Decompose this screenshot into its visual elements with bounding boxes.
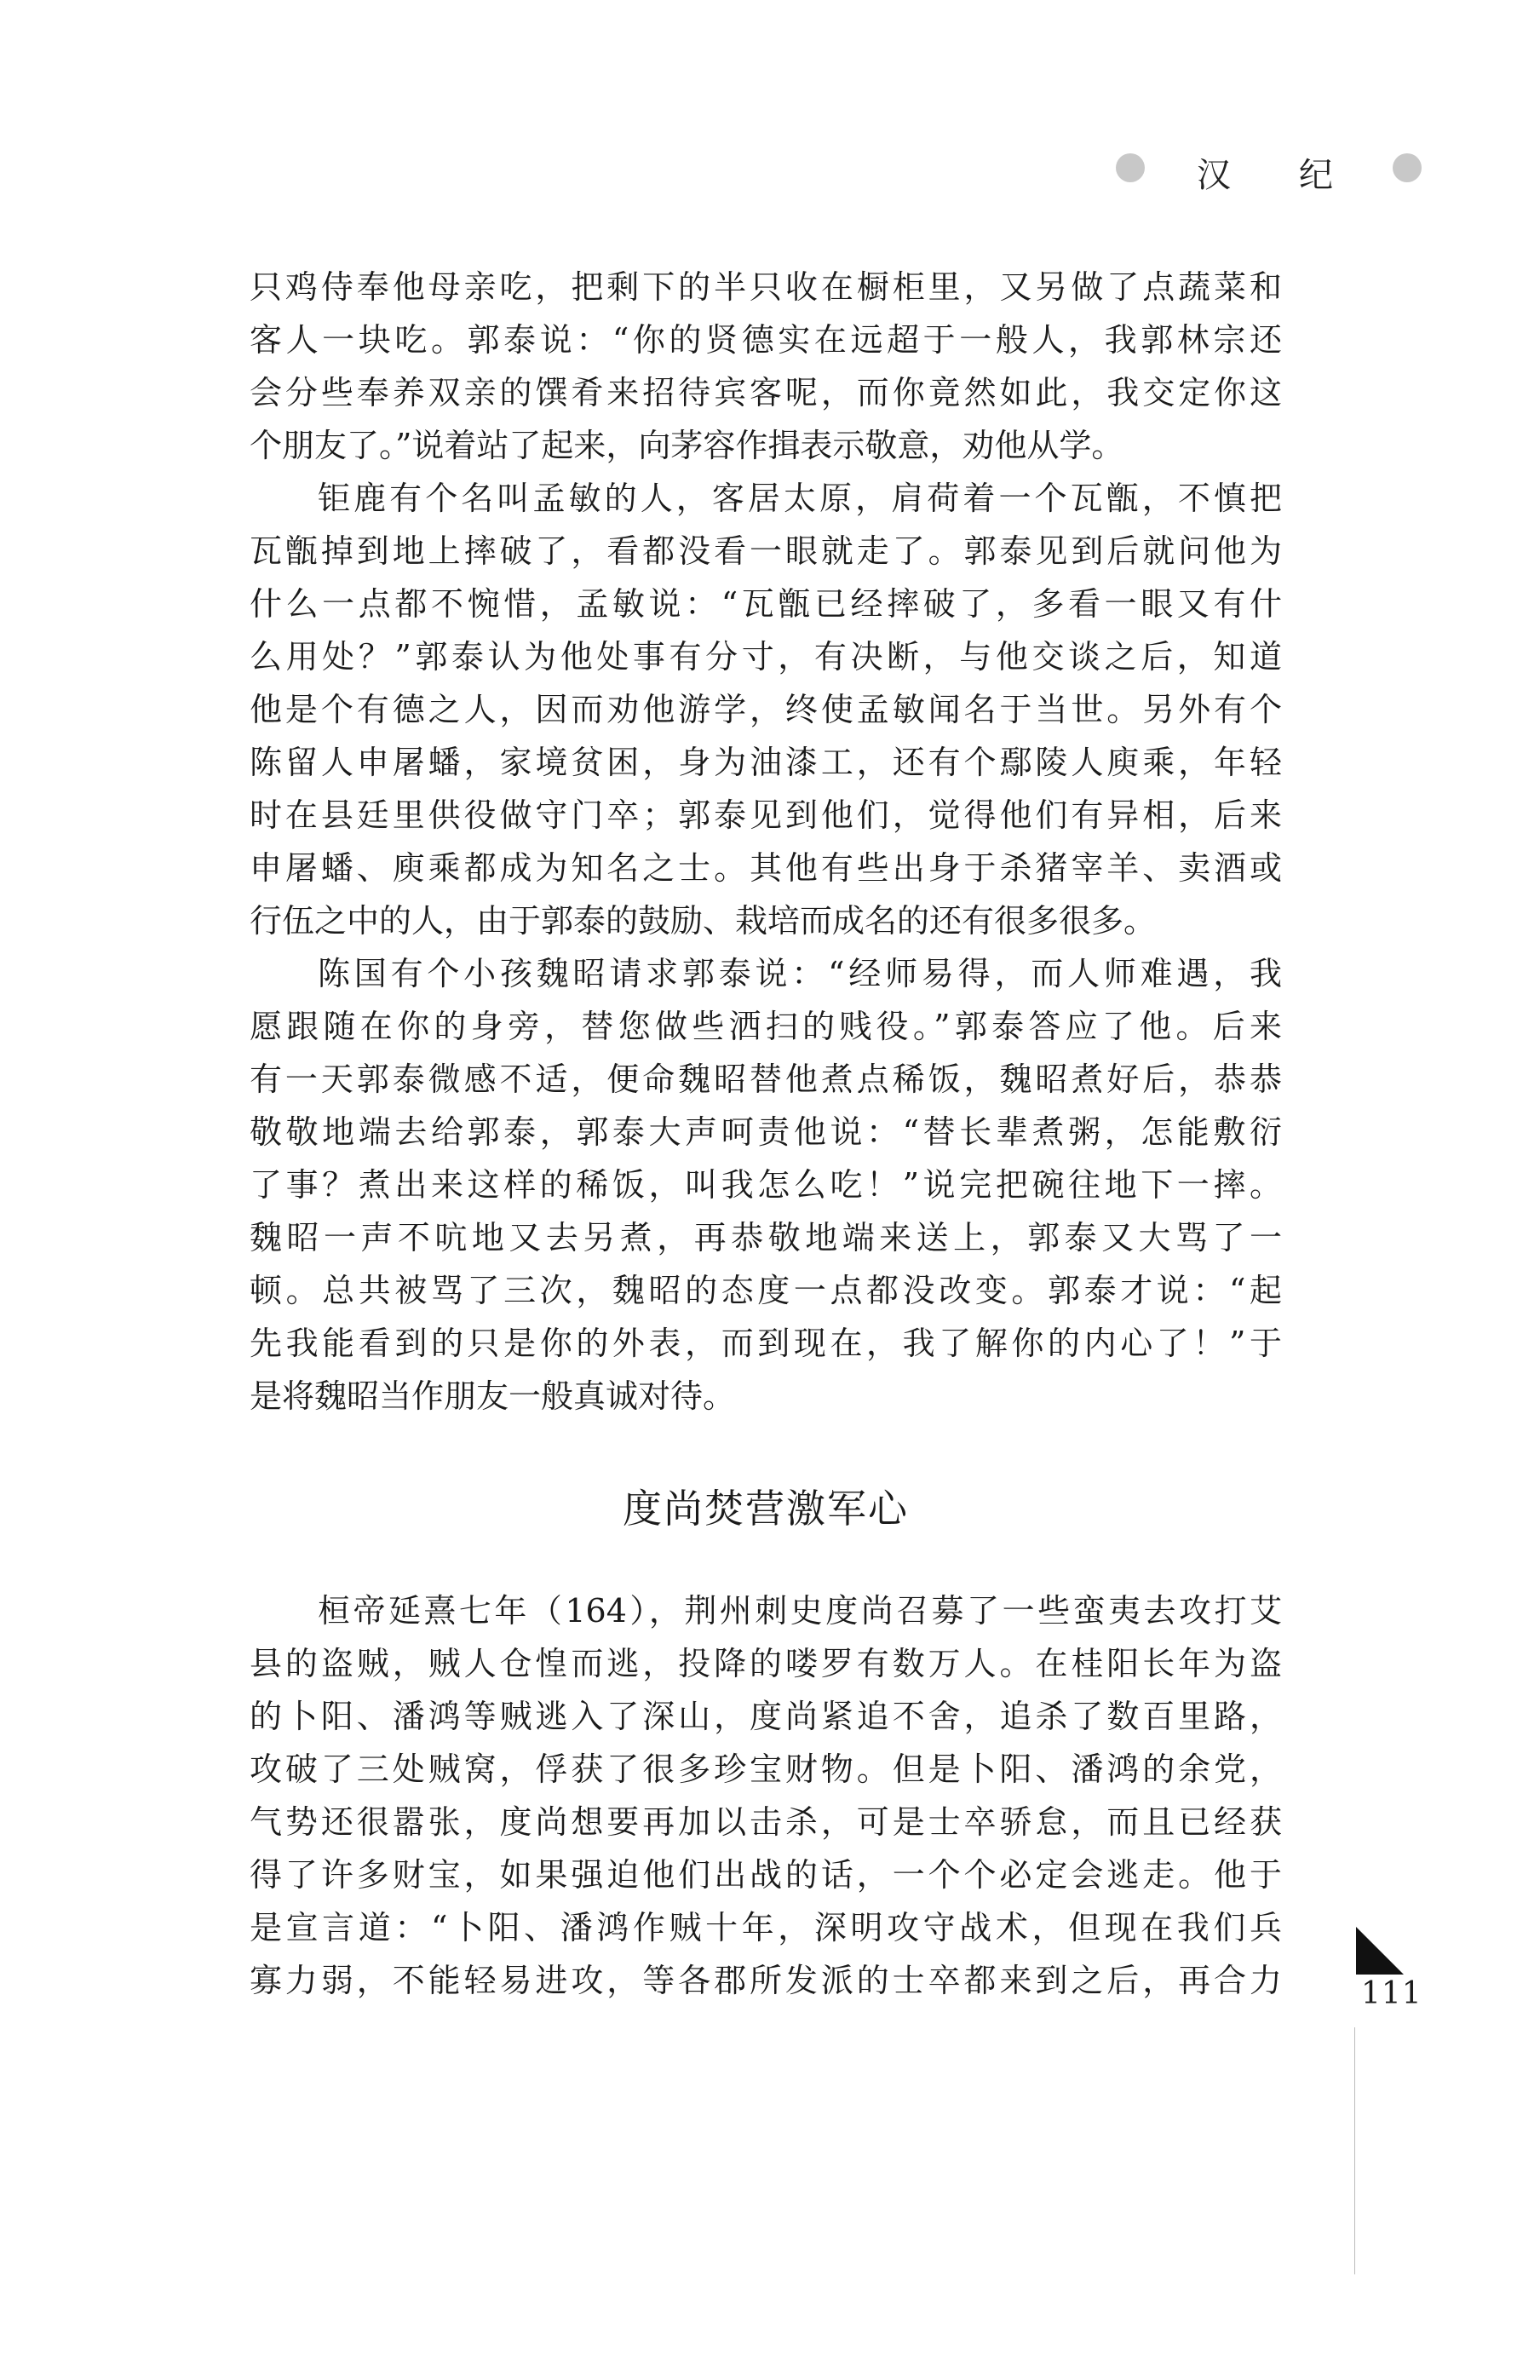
text-line: 什么一点都不惋惜，孟敏说：“瓦甑已经摔破了，多看一眼又有什 [250,585,1282,623]
page-corner-triangle [1356,1927,1404,1975]
text-line: 寡力弱，不能轻易进攻，等各郡所发派的士卒都来到之后，再合力 [250,1962,1282,1999]
text-line: 只鸡侍奉他母亲吃，把剩下的半只收在橱柜里，又另做了点蔬菜和 [250,268,1282,306]
text-line: 县的盗贼，贼人仓惶而逃，投降的喽罗有数万人。在桂阳长年为盗 [250,1645,1282,1682]
text-line: 愿跟随在你的身旁，替您做些洒扫的贱役。”郭泰答应了他。后来 [250,1008,1282,1045]
text-line: 敬敬地端去给郭泰，郭泰大声呵责他说：“替长辈煮粥，怎能敷衍 [250,1113,1282,1151]
text-line: 么用处？”郭泰认为他处事有分寸，有决断，与他交谈之后，知道 [250,638,1282,675]
running-header [1107,143,1431,194]
text-line: 客人一块吃。郭泰说：“你的贤德实在远超于一般人，我郭林宗还 [250,321,1282,359]
text-line: 了事？煮出来这样的稀饭，叫我怎么吃！”说完把碗往地下一摔。 [250,1166,1282,1204]
text-line: 气势还很嚣张，度尚想要再加以击杀，可是士卒骄怠，而且已经获 [250,1803,1282,1841]
section-title: 度尚焚营激军心 [623,1486,909,1532]
text-line: 时在县廷里供役做守门卒；郭泰见到他们，觉得他们有异相，后来 [250,796,1282,834]
text-line: 陈留人申屠蟠，家境贫困，身为油漆工，还有个鄢陵人庾乘，年轻 [250,744,1282,781]
text-line: 攻破了三处贼窝，俘获了很多珍宝财物。但是卜阳、潘鸿的余党， [250,1751,1282,1788]
margin-rule [1354,2027,1355,2274]
text-line: 行伍之中的人，由于郭泰的鼓励、栽培而成名的还有很多很多。 [250,902,1157,940]
text-line: 钜鹿有个名叫孟敏的人，客居太原，肩荷着一个瓦甑，不慎把 [318,480,1282,517]
text-line: 他是个有德之人，因而劝他游学，终使孟敏闻名于当世。另外有个 [250,691,1282,728]
text-line: 是将魏昭当作朋友一般真诚对待。 [250,1377,736,1415]
text-line: 的卜阳、潘鸿等贼逃入了深山，度尚紧追不舍，追杀了数百里路， [250,1698,1282,1735]
text-line: 有一天郭泰微感不适，便命魏昭替他煮点稀饭，魏昭煮好后，恭恭 [250,1061,1282,1098]
text-line: 个朋友了。”说着站了起来，向茅容作揖表示敬意，劝他从学。 [250,427,1124,464]
text-line: 先我能看到的只是你的外表，而到现在，我了解你的内心了！”于 [250,1325,1282,1362]
text-line: 魏昭一声不吭地又去另煮，再恭敬地端来送上，郭泰又大骂了一 [250,1219,1282,1256]
text-line: 陈国有个小孩魏昭请求郭泰说：“经师易得，而人师难遇，我 [318,955,1282,992]
header-char-left: 汉 [1197,156,1231,195]
header-dot-left [1116,153,1145,182]
body-text-bottom [250,1584,1282,2007]
page-number: 111 [1361,1976,1422,2011]
text-line: 瓦甑掉到地上摔破了，看都没看一眼就走了。郭泰见到后就问他为 [250,532,1282,570]
text-line: 会分些奉养双亲的馔肴来招待宾客呢，而你竟然如此，我交定你这 [250,374,1282,411]
body-text-top [250,261,1282,1423]
text-line: 桓帝延熹七年（164），荆州刺史度尚召募了一些蛮夷去攻打艾 [318,1592,1282,1630]
text-line: 是宣言道：“卜阳、潘鸿作贼十年，深明攻守战术，但现在我们兵 [250,1909,1282,1946]
text-line: 顿。总共被骂了三次，魏昭的态度一点都没改变。郭泰才说：“起 [250,1272,1282,1309]
text-line: 得了许多财宝，如果强迫他们出战的话，一个个必定会逃走。他于 [250,1856,1282,1894]
header-dot-right [1393,153,1422,182]
text-line: 申屠蟠、庾乘都成为知名之士。其他有些出身于杀猪宰羊、卖酒或 [250,849,1282,887]
header-char-right: 纪 [1299,156,1333,195]
